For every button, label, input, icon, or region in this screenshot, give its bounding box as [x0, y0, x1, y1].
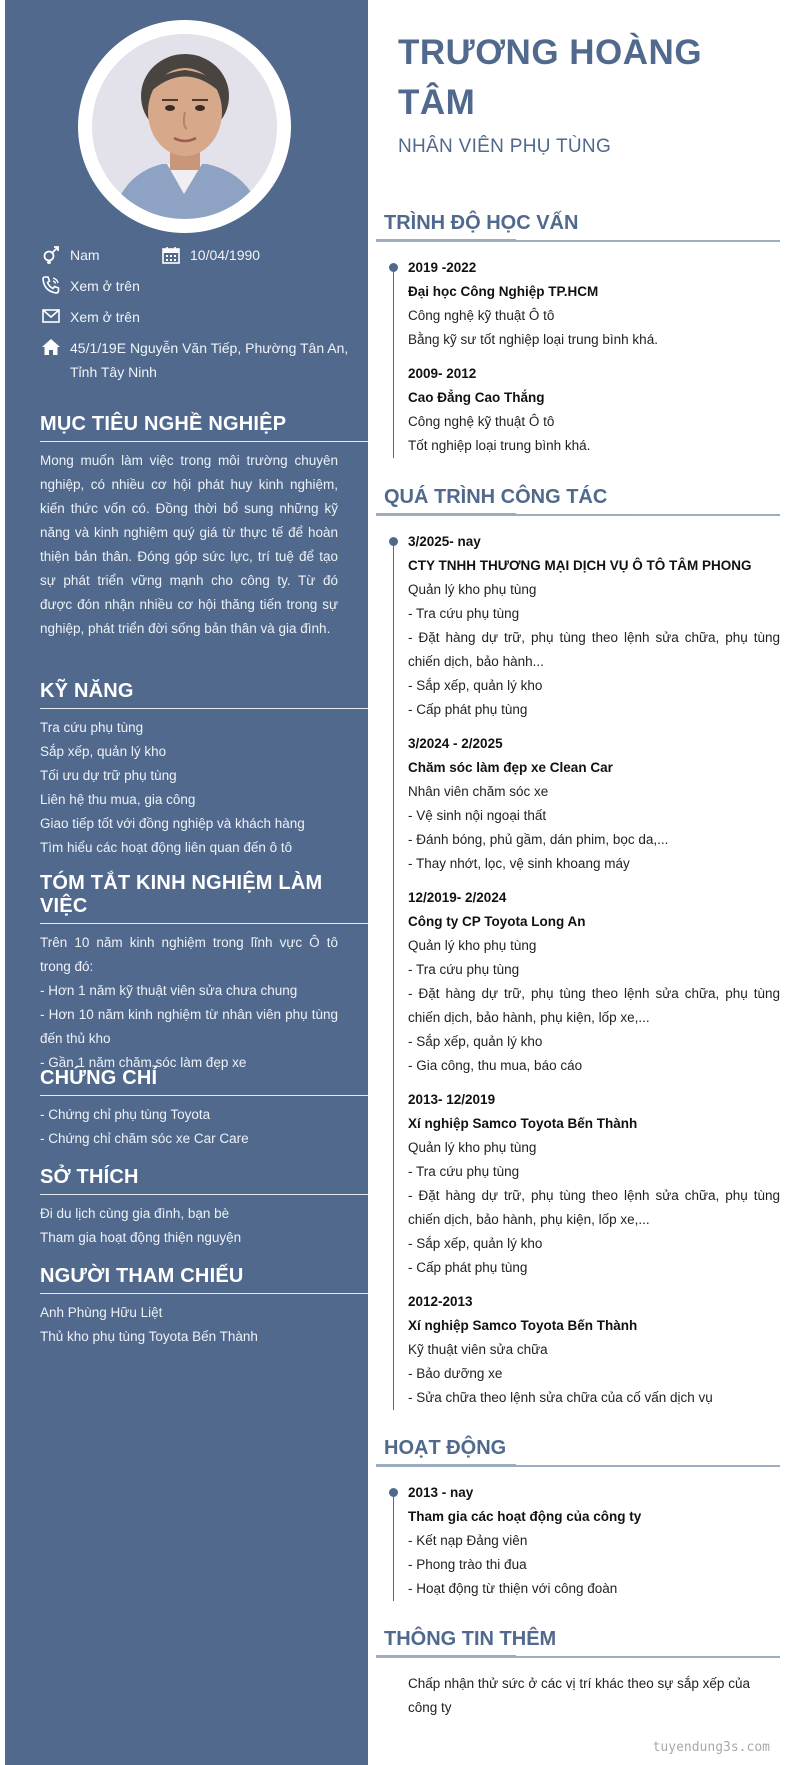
candidate-name: TRƯƠNG HOÀNG TÂM	[398, 33, 703, 122]
entry-org: Đại học Công Nghiệp TP.HCM	[408, 284, 599, 299]
additional-info-title: THÔNG TIN THÊM	[384, 1628, 557, 1650]
work-entry	[408, 732, 780, 876]
entry-line: - Phong trào thi đua	[408, 1557, 527, 1572]
personal-info	[40, 243, 350, 391]
certificates-section	[40, 1067, 368, 1151]
phone-field	[40, 274, 350, 298]
entry-line: - Kết nạp Đảng viên	[408, 1533, 528, 1548]
email-value: Xem ở trên	[70, 309, 140, 325]
entry-line: - Tra cứu phụ tùng	[408, 606, 520, 621]
skill-item: Liên hệ thu mua, gia công	[40, 792, 196, 807]
skill-item: Tối ưu dự trữ phụ tùng	[40, 768, 177, 783]
entry-org: Xí nghiệp Samco Toyota Bến Thành	[408, 1318, 638, 1333]
entry-line: Nhân viên chăm sóc xe	[408, 784, 549, 799]
calendar-icon	[160, 244, 182, 266]
entry-line: - Vệ sinh nội ngoại thất	[408, 808, 547, 823]
work-entry	[408, 1290, 780, 1410]
entry-line: - Tra cứu phụ tùng	[408, 1164, 520, 1179]
work-timeline	[376, 530, 780, 1410]
additional-info-section	[376, 1628, 780, 1720]
gender-birthdate-row	[40, 243, 350, 267]
entry-line: - Cấp phát phụ tùng	[408, 1260, 528, 1275]
entry-period: 3/2024 - 2/2025	[408, 736, 503, 751]
summary-item: Trên 10 năm kinh nghiệm trong lĩnh vực Ô tô trong đó:	[40, 935, 338, 974]
timeline-dot-icon	[389, 1488, 398, 1497]
entry-line: - Sửa chữa theo lệnh sửa chữa của cố vấn dịch vụ	[408, 1390, 713, 1405]
entry-line: - Sắp xếp, quản lý kho	[408, 678, 543, 693]
entry-line: Quản lý kho phụ tùng	[408, 938, 537, 953]
additional-info-text: Chấp nhận thử sức ở các vị trí khác theo sự sắp xếp của công ty	[408, 1676, 750, 1715]
certificates-list	[40, 1103, 368, 1151]
entry-line: Bằng kỹ sư tốt nghiệp loại trung bình khá.	[408, 332, 658, 347]
section-divider	[376, 1656, 780, 1658]
references-section	[40, 1265, 368, 1349]
address-value: 45/1/19E Nguyễn Văn Tiếp, Phường Tân An, Tỉnh Tây Ninh	[70, 340, 349, 380]
birthdate-value: 10/04/1990	[190, 247, 261, 263]
candidate-role: NHÂN VIÊN PHỤ TÙNG	[398, 136, 612, 157]
entry-org: Chăm sóc làm đẹp xe Clean Car	[408, 760, 613, 775]
education-entry	[408, 256, 780, 352]
entry-line: - Đặt hàng dự trữ, phụ tùng theo lệnh sửa chữa, phụ tùng chiến dịch, bảo hành, phụ kiện, lốp xe,...	[408, 986, 780, 1025]
skill-item: Tra cứu phụ tùng	[40, 720, 144, 735]
entry-org: CTY TNHH THƯƠNG MẠI DỊCH VỤ Ô TÔ TÂM PHONG	[408, 558, 752, 573]
hobbies-section	[40, 1166, 368, 1250]
education-section	[376, 212, 780, 468]
entry-line: - Sắp xếp, quản lý kho	[408, 1236, 543, 1251]
work-entry	[408, 1088, 780, 1280]
objective-section	[40, 413, 368, 641]
entry-line: - Thay nhớt, lọc, vệ sinh khoang máy	[408, 856, 630, 871]
birthdate-field	[160, 243, 260, 267]
entry-period: 2012-2013	[408, 1294, 473, 1309]
certificates-title: CHỨNG CHỈ	[40, 1067, 368, 1096]
hobby-item: Tham gia hoạt động thiện nguyện	[40, 1230, 242, 1245]
entry-line: Tốt nghiệp loại trung bình khá.	[408, 438, 591, 453]
entry-period: 2009- 2012	[408, 366, 477, 381]
experience-summary-title: TÓM TẮT KINH NGHIỆM LÀM VIỆC	[40, 872, 368, 924]
entry-period: 2013 - nay	[408, 1485, 474, 1500]
home-icon	[40, 336, 62, 358]
phone-icon	[40, 274, 62, 296]
experience-summary-section	[40, 872, 368, 1075]
entry-period: 12/2019- 2/2024	[408, 890, 507, 905]
certificate-item: - Chứng chỉ phụ tùng Toyota	[40, 1107, 211, 1122]
education-timeline	[376, 256, 780, 458]
summary-item: - Hơn 10 năm kinh nghiệm từ nhân viên phụ tùng đến thủ kho	[40, 1007, 338, 1046]
entry-org: Xí nghiệp Samco Toyota Bến Thành	[408, 1116, 638, 1131]
experience-summary-list	[40, 931, 368, 1075]
reference-item: Thủ kho phụ tùng Toyota Bến Thành	[40, 1329, 258, 1344]
hobbies-title: SỞ THÍCH	[40, 1166, 368, 1195]
work-entry	[408, 886, 780, 1078]
references-list	[40, 1301, 368, 1349]
objective-title: MỤC TIÊU NGHỀ NGHIỆP	[40, 413, 368, 442]
skills-list	[40, 716, 368, 860]
gender-icon	[40, 244, 62, 266]
entry-line: - Đặt hàng dự trữ, phụ tùng theo lệnh sửa chữa, phụ tùng chiến dịch, bảo hành...	[408, 630, 780, 669]
gender-field	[40, 243, 160, 267]
entry-line: Công nghệ kỹ thuật Ô tô	[408, 414, 555, 429]
entry-line: - Tra cứu phụ tùng	[408, 962, 520, 977]
education-entry	[408, 362, 780, 458]
entry-line: - Gia công, thu mua, báo cáo	[408, 1058, 583, 1073]
entry-period: 2019 -2022	[408, 260, 477, 275]
summary-item: - Hơn 1 năm kỹ thuật viên sửa chưa chung	[40, 983, 298, 998]
work-entry	[408, 530, 780, 722]
education-title: TRÌNH ĐỘ HỌC VẤN	[384, 212, 579, 234]
entry-line: - Đánh bóng, phủ gầm, dán phim, bọc da,...	[408, 832, 669, 847]
entry-line: - Bảo dưỡng xe	[408, 1366, 503, 1381]
entry-line: - Sắp xếp, quản lý kho	[408, 1034, 543, 1049]
phone-value: Xem ở trên	[70, 278, 140, 294]
activities-section	[376, 1437, 780, 1611]
section-divider	[376, 514, 780, 516]
timeline-dot-icon	[389, 263, 398, 272]
address-field	[40, 336, 350, 384]
entry-line: - Hoạt động từ thiện với công đoàn	[408, 1581, 618, 1596]
timeline-dot-icon	[389, 537, 398, 546]
hobby-item: Đi du lịch cùng gia đình, bạn bè	[40, 1206, 230, 1221]
activities-title: HOẠT ĐỘNG	[384, 1437, 507, 1459]
certificate-item: - Chứng chỉ chăm sóc xe Car Care	[40, 1131, 249, 1146]
avatar	[92, 34, 277, 219]
hobbies-list	[40, 1202, 368, 1250]
reference-item: Anh Phùng Hữu Liệt	[40, 1305, 163, 1320]
sidebar	[5, 0, 368, 1765]
entry-org: Tham gia các hoạt động của công ty	[408, 1509, 642, 1524]
activities-timeline	[376, 1481, 780, 1601]
entry-line: - Đặt hàng dự trữ, phụ tùng theo lệnh sửa chữa, phụ tùng chiến dịch, bảo hành, phụ kiện, lốp xe,...	[408, 1188, 780, 1227]
skills-title: KỸ NĂNG	[40, 680, 368, 709]
references-title: NGƯỜI THAM CHIẾU	[40, 1265, 368, 1294]
main-content	[368, 0, 800, 1765]
avatar-frame	[78, 20, 291, 233]
work-experience-section	[376, 486, 780, 1420]
activity-entry	[408, 1481, 780, 1601]
entry-org: Công ty CP Toyota Long An	[408, 914, 586, 929]
entry-line: Quản lý kho phụ tùng	[408, 1140, 537, 1155]
skill-item: Sắp xếp, quản lý kho	[40, 744, 167, 759]
entry-line: Công nghệ kỹ thuật Ô tô	[408, 308, 555, 323]
work-experience-title: QUÁ TRÌNH CÔNG TÁC	[384, 486, 608, 508]
section-divider	[376, 240, 780, 242]
avatar-photo	[92, 34, 277, 219]
email-field	[40, 305, 350, 329]
section-divider	[376, 1465, 780, 1467]
email-icon	[40, 305, 62, 327]
watermark: tuyendung3s.com	[652, 1740, 770, 1755]
gender-value: Nam	[70, 247, 100, 263]
entry-line: Kỹ thuật viên sửa chữa	[408, 1342, 548, 1357]
entry-period: 3/2025- nay	[408, 534, 481, 549]
skill-item: Giao tiếp tốt với đồng nghiệp và khách hàng	[40, 816, 305, 831]
entry-line: Quản lý kho phụ tùng	[408, 582, 537, 597]
objective-text: Mong muốn làm việc trong môi trường chuyên nghiệp, có nhiều cơ hội phát huy kinh nghiệm, kiến thức vốn có. Đồng thời bổ sung những kỹ năng và kinh nghiệm quý giá từ thực tế để hoàn thiện bản thân. Đóng góp sức lực, trí tuệ để tạo sự phát triển vững mạnh cho công ty. Từ đó được đón nhận nhiều cơ hội thăng tiến trong sự nghiệp, phát triển đời sống bản thân và gia đình.	[40, 453, 338, 636]
entry-line: - Cấp phát phụ tùng	[408, 702, 528, 717]
skill-item: Tìm hiểu các hoạt động liên quan đến ô tô	[40, 840, 293, 855]
summary-item: - Gần 1 năm chăm sóc làm đẹp xe	[40, 1055, 247, 1070]
skills-section	[40, 680, 368, 860]
entry-period: 2013- 12/2019	[408, 1092, 496, 1107]
entry-org: Cao Đẳng Cao Thắng	[408, 390, 545, 405]
